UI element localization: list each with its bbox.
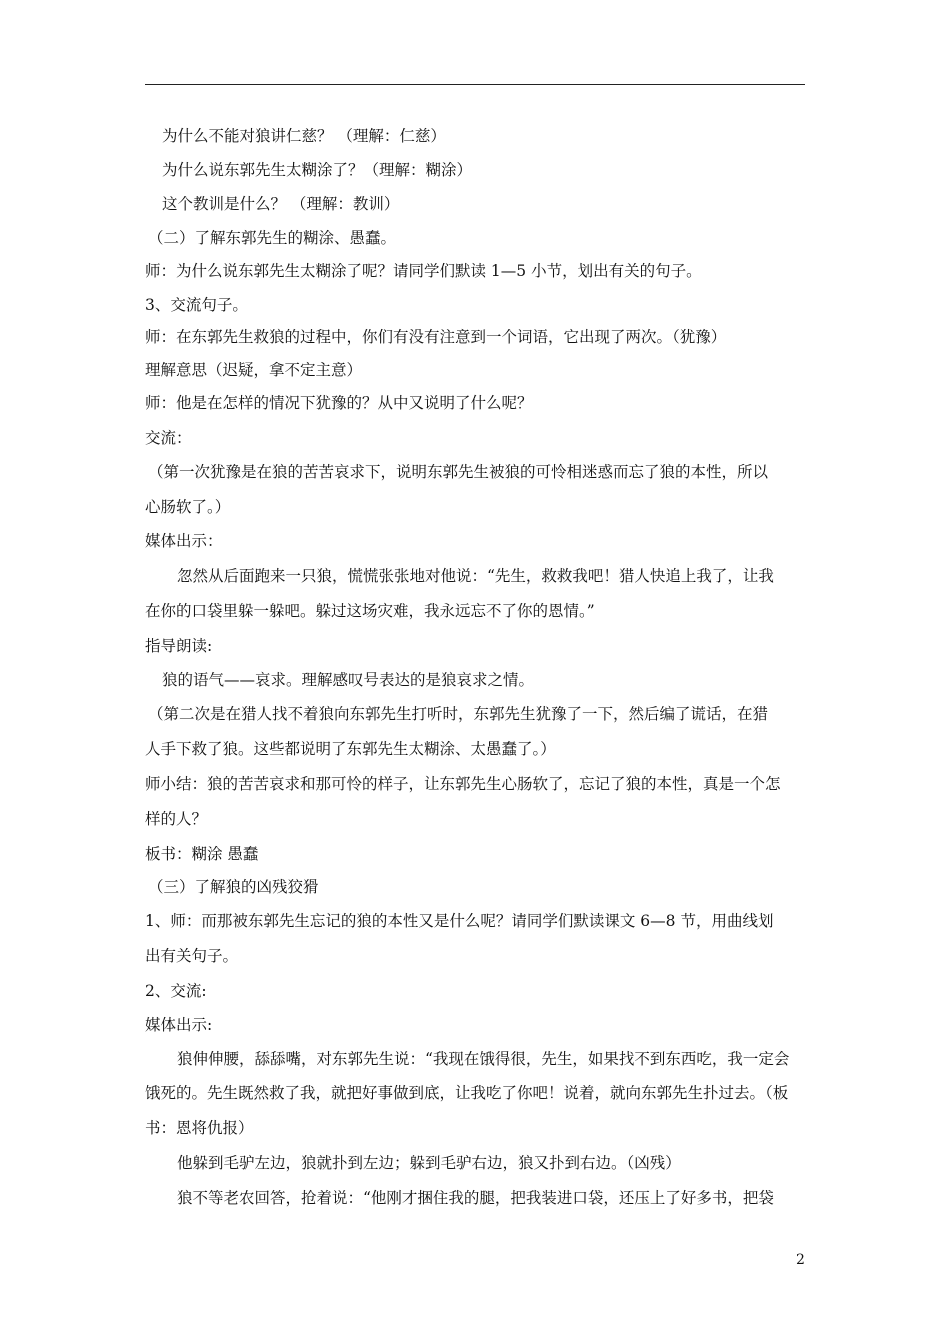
text-line: 1、师：而那被东郭先生忘记的狼的本性又是什么呢？请同学们默读课文 6—8 节，用曲线划 (145, 912, 774, 930)
text-line: 2、交流: (145, 982, 207, 1000)
quote-line: 在你的口袋里躲一躲吧。躲过这场灾难，我永远忘不了你的恩情。” (145, 602, 595, 620)
text-line: 师：为什么说东郭先生太糊涂了呢？请同学们默读 1—5 小节，划出有关的句子。 (145, 262, 702, 280)
text-line: 媒体出示: (145, 1016, 213, 1034)
text-line: 师：在东郭先生救狼的过程中，你们有没有注意到一个词语，它出现了两次。（犹豫） (145, 328, 727, 346)
text-line: 媒体出示： (145, 532, 223, 550)
text-line: 理解意思（迟疑，拿不定主意） (145, 361, 363, 379)
text-line: 人手下救了狼。这些都说明了东郭先生太糊涂、太愚蠢了。） (145, 740, 556, 758)
page-number: 2 (796, 1252, 805, 1268)
text-line: 3、交流句子。 (145, 296, 248, 314)
text-line: 指导朗读: (145, 637, 213, 655)
quote-line: 忽然从后面跑来一只狼，慌慌张张地对他说：“先生，救救我吧！猎人快追上我了，让我 (177, 567, 774, 585)
text-line: 板书：糊涂 愚蠢 (145, 845, 259, 863)
quote-line: 书：恩将仇报） (145, 1119, 254, 1137)
quote-line: 狼伸伸腰，舔舔嘴，对东郭先生说：“我现在饿得很，先生，如果找不到东西吃，我一定会 (177, 1050, 790, 1068)
text-line: （第二次是在猎人找不着狼向东郭先生打听时，东郭先生犹豫了一下，然后编了谎话，在猎 (148, 705, 769, 723)
quote-line: 狼不等老农回答，抢着说：“他刚才捆住我的腿，把我装进口袋，还压上了好多书，把袋 (177, 1189, 774, 1207)
header-rule (145, 84, 805, 85)
text-line: 出有关句子。 (145, 947, 239, 965)
text-line: 交流： (145, 429, 192, 447)
section-heading: （三）了解狼的凶残狡猾 (148, 878, 319, 896)
text-line: 狼的语气——哀求。理解感叹号表达的是狼哀求之情。 (162, 671, 535, 689)
text-line: 样的人？ (145, 810, 208, 828)
text-line: 这个教训是什么？ （理解：教训） (162, 195, 400, 213)
text-line: （第一次犹豫是在狼的苦苦哀求下，说明东郭先生被狼的可怜相迷惑而忘了狼的本性，所以 (148, 463, 769, 481)
text-line: 师小结：狼的苦苦哀求和那可怜的样子，让东郭先生心肠软了，忘记了狼的本性，真是一个怎 (145, 775, 781, 793)
text-line: 为什么说东郭先生太糊涂了？（理解：糊涂） (162, 161, 473, 179)
quote-line: 他躲到毛驴左边，狼就扑到左边；躲到毛驴右边，狼又扑到右边。（凶残） (177, 1154, 681, 1172)
text-line: 师：他是在怎样的情况下犹豫的？从中又说明了什么呢？ (145, 394, 533, 412)
quote-line: 饿死的。先生既然救了我，就把好事做到底，让我吃了你吧！说着，就向东郭先生扑过去。（板 (145, 1084, 789, 1102)
section-heading: （二）了解东郭先生的糊涂、愚蠢。 (148, 229, 397, 247)
text-line: 为什么不能对狼讲仁慈？ （理解：仁慈） (162, 127, 446, 145)
text-line: 心肠软了。） (145, 498, 231, 516)
